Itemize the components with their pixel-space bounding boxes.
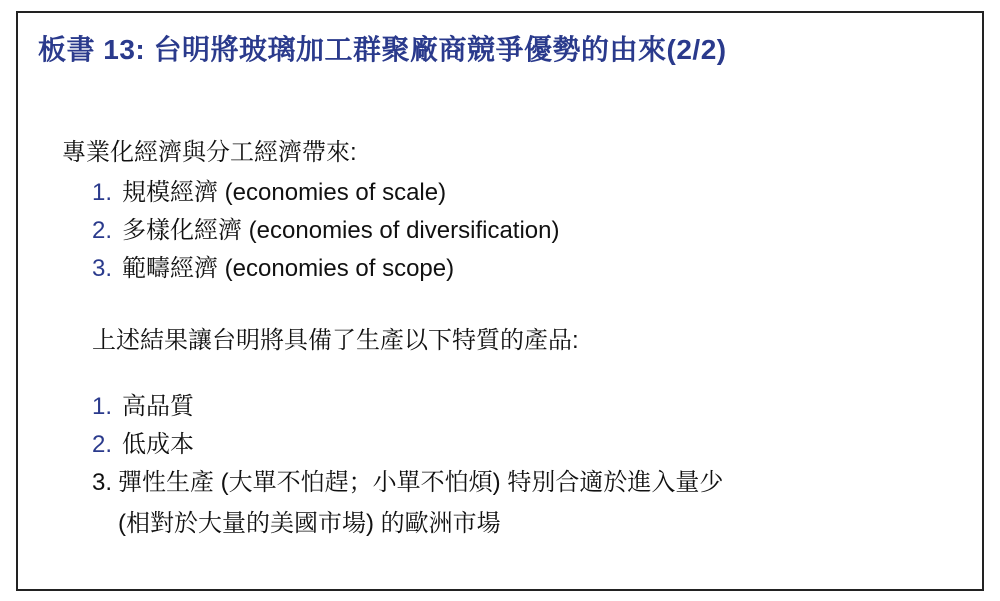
list-item-text: 規模經濟 (economies of scale) bbox=[122, 179, 447, 206]
list-item bbox=[92, 212, 559, 250]
list-item bbox=[92, 250, 559, 288]
list-number: 2. bbox=[92, 217, 113, 244]
intro2-text: 上述結果讓台明將具備了生產以下特質的產品: bbox=[92, 327, 579, 354]
qualities-list bbox=[92, 388, 723, 502]
list-item bbox=[92, 388, 723, 426]
list-number: 2. bbox=[92, 431, 113, 458]
list-item-text: 低成本 bbox=[122, 431, 195, 458]
slide-title: 板書 13: 台明將玻璃加工群聚廠商競爭優勢的由來(2/2) bbox=[38, 34, 727, 65]
list-number: 3. bbox=[92, 255, 113, 282]
list-item bbox=[92, 426, 723, 464]
economies-list bbox=[92, 174, 559, 288]
list-item bbox=[92, 464, 723, 502]
list-item-text: 多樣化經濟 (economies of diversification) bbox=[122, 217, 560, 244]
list-item-continuation: (相對於大量的美國市場) 的歐洲市場 bbox=[118, 510, 501, 537]
list-item-text: 彈性生產 (大單不怕趕；小單不怕煩) 特別合適於進入量少 bbox=[118, 469, 724, 496]
list-number: 1. bbox=[92, 393, 113, 420]
intro-text: 專業化經濟與分工經濟帶來: bbox=[62, 139, 357, 166]
list-number: 3. bbox=[92, 469, 113, 496]
list-item-text: 高品質 bbox=[122, 393, 195, 420]
list-item-text: 範疇經濟 (economies of scope) bbox=[122, 255, 455, 282]
list-item bbox=[92, 174, 559, 212]
list-number: 1. bbox=[92, 179, 113, 206]
